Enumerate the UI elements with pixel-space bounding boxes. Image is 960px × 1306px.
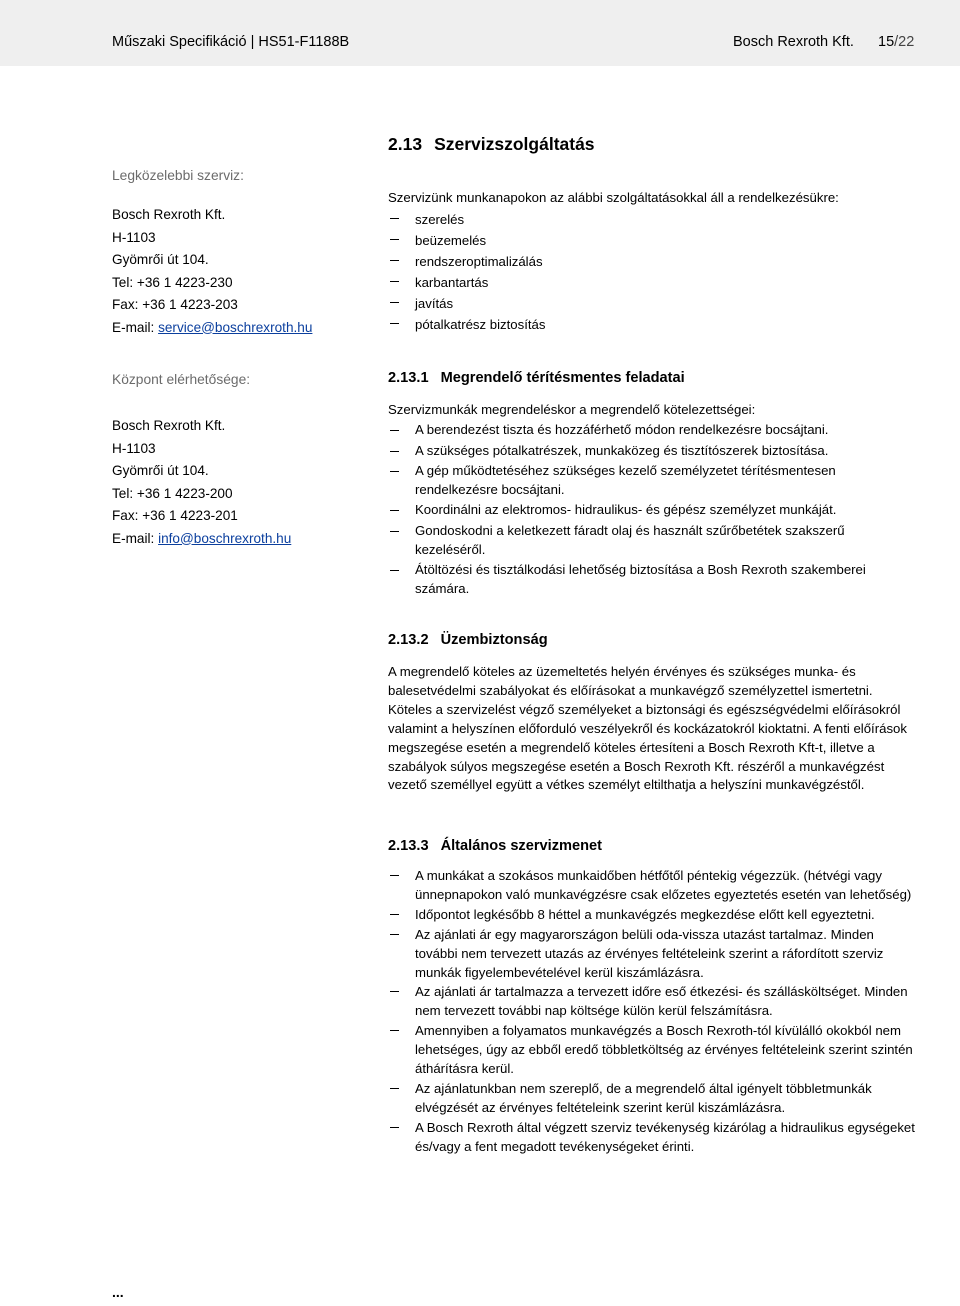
subsection-title: Általános szervizmenet — [440, 838, 602, 854]
process-item: A Bosch Rexroth által végzett szerviz tevékenység kizárólag a hidraulikus egységeket és/vagy a fent megadott tevékenységeket érinti. — [388, 1118, 916, 1156]
obligation-item: Átöltözési és tisztálkodási lehetőség biztosítása a Bosh Rexroth szakemberei számára. — [388, 561, 916, 599]
process-item: Amennyiben a folyamatos munkavégzés a Bosch Rexroth-tól kívülálló okokból nem lehetséges, úgy az ebből eredő többletköltség az érvényes feltételeink szerint szintén áthárításra kerül. — [388, 1021, 916, 1078]
obligation-item: A berendezést tiszta és hozzáférhető módon rendelkezésre bocsájtani. — [388, 421, 916, 440]
subsection-heading-3 — [388, 838, 602, 854]
fax: Fax: +36 1 4223-203 — [112, 297, 238, 312]
obligation-item: A gép működtetéséhez szükséges kezelő személyzetet térítésmentesen rendelkezésre bocsájtani. — [388, 462, 916, 500]
contact-sidebar — [112, 168, 352, 546]
company-name: Bosch Rexroth Kft. — [112, 418, 226, 433]
hq-label: Központ elérhetősége: — [112, 372, 251, 387]
general-process-list — [388, 866, 916, 1157]
safety-paragraph: A megrendelő köteles az üzemeltetés helyén érvényes és szükséges munka- és balesetvédelmi szabályokat és előírásokat a munkavégző személyzettel ismertetni. Köteles a szervizelést végző személyeket a biztonsági és egészségvédelmi előírásokról valamint a helyszínen előforduló veszélyekről és kockázatokról kioktatni. A fenti előírások megszegése esetén a megrendelő köteles értesíteni a Bosch Rexroth Kft-t, illetve a szabályok súlyos megszegése esetén a Bosch Rexroth Kft. részéről a munkavégzést vezető személlyel együtt a vétkes személyt eltilthatja a helyszíni munkavégzéstől. — [388, 664, 907, 793]
section-number: 2.13 — [388, 134, 423, 154]
services-list — [388, 209, 916, 335]
phone: Tel: +36 1 4223-200 — [112, 485, 233, 501]
obligation-item: A szükséges pótalkatrészek, munkaközeg és tisztítószerek biztosítása. — [388, 442, 916, 461]
subsection-title: Megrendelő térítésmentes feladatai — [440, 370, 685, 386]
services-intro: Szervizünk munkanapokon az alábbi szolgáltatásokkal áll a rendelkezésükre: — [388, 190, 839, 205]
email-prefix: E-mail: — [112, 319, 159, 335]
subsection-heading-2 — [388, 632, 548, 648]
obligation-item: Gondoskodni a keletkezett fáradt olaj és használt szűrőbetétek szakszerű kezeléséről. — [388, 522, 916, 560]
process-item: A munkákat a szokásos munkaidőben hétfőtől péntekig végezzük. (hétvégi vagy ünnepnapokon való munkavégzésre csak előzetes egyeztetés esetén van lehetőség) — [388, 866, 916, 904]
nearest-service-address — [112, 204, 352, 339]
page-total: /22 — [894, 34, 915, 50]
header-company: Bosch Rexroth Kft. — [733, 34, 854, 50]
street: Gyömrői út 104. — [112, 252, 209, 267]
page-current: 15 — [878, 34, 895, 50]
email-line — [112, 317, 352, 340]
nearest-service-label: Legközelebbi szerviz: — [112, 168, 244, 183]
company-name: Bosch Rexroth Kft. — [112, 207, 226, 222]
fax: Fax: +36 1 4223-201 — [112, 508, 238, 523]
service-item: javítás — [388, 293, 916, 314]
obligations-intro: Szervizmunkák megrendeléskor a megrendelő kötelezettségei: — [388, 402, 756, 417]
service-item: beüzemelés — [388, 230, 916, 251]
service-item: karbantartás — [388, 272, 916, 293]
obligation-item: Koordinálni az elektromos- hidraulikus- és gépész személyzet munkáját. — [388, 501, 916, 520]
process-item: Az ajánlati ár egy magyarországon belüli oda-vissza utazást tartalmaz. Minden további nem tervezett utazás az érvényes feltételeink szerint a ráfordított szerviz munkák figyelembevételével kerül kiszámlázásra. — [388, 925, 916, 982]
process-item: Időpontot legkésőbb 8 héttel a munkavégzés megkezdése előtt kell egyeztetni. — [388, 905, 916, 924]
street: Gyömrői út 104. — [112, 463, 209, 478]
document-title: Műszaki Specifikáció | HS51-F1188B — [112, 34, 350, 50]
section-title: Szervizszolgáltatás — [434, 134, 595, 154]
page-number — [878, 34, 914, 50]
subsection-title: Üzembiztonság — [440, 632, 548, 648]
process-item: Az ajánlati ár tartalmazza a tervezett időre eső étkezési- és szállásköltséget. Minden nem tervezett további nap költsége külön kerül felszámításra. — [388, 982, 916, 1020]
hq-address — [112, 415, 291, 550]
info-email-link[interactable]: info@boschrexroth.hu — [158, 530, 292, 546]
page-header — [0, 0, 960, 66]
phone: Tel: +36 1 4223-230 — [112, 274, 233, 290]
postcode: H-1103 — [112, 440, 156, 456]
process-item: Az ajánlatunkban nem szereplő, de a megrendelő által igényelt többletmunkák elvégzését az érvényes feltételeink szerint kerül kiszámlázásra. — [388, 1079, 916, 1117]
subsection-number: 2.13.2 — [388, 632, 429, 648]
service-email-link[interactable]: service@boschrexroth.hu — [158, 319, 313, 335]
postcode: H-1103 — [112, 229, 156, 245]
email-line — [112, 528, 291, 551]
service-item: szerelés — [388, 209, 916, 230]
email-prefix: E-mail: — [112, 530, 159, 546]
footer-ellipsis: ... — [112, 1284, 124, 1300]
subsection-number: 2.13.3 — [388, 838, 429, 854]
obligations-list — [388, 421, 916, 601]
service-item: rendszeroptimalizálás — [388, 251, 916, 272]
subsection-heading-1 — [388, 370, 685, 386]
subsection-number: 2.13.1 — [388, 370, 429, 386]
service-item: pótalkatrész biztosítás — [388, 314, 916, 335]
section-heading — [388, 134, 595, 155]
